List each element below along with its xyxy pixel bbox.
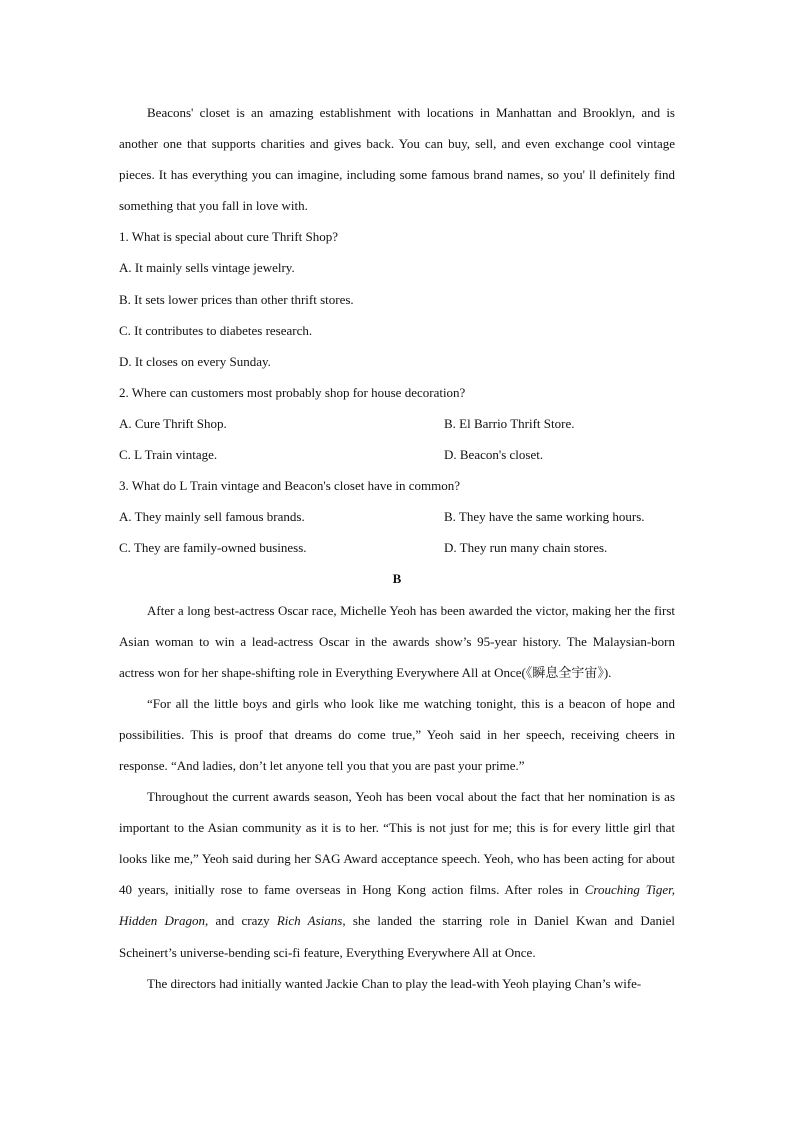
film-title: Rich Asians (276, 913, 343, 929)
option-c: C. They are family-owned business. (119, 540, 307, 556)
passage-b-paragraph-2: “For all the little boys and girls who look like me watching tonight, this is a beacon of hope and possibilities. This is proof that dreams do come true,” Yeoh said in her speech, receiving cheers in response. “And ladies, don’t let anyone tell you that you are past your prime.” (119, 695, 675, 773)
document-page (119, 97, 675, 999)
option-b: B. It sets lower prices than other thrift stores. (119, 291, 354, 307)
option-d: D. They run many chain stores. (444, 540, 608, 556)
paragraph-text: , and crazy (204, 913, 277, 929)
option-d: D. Beacon's closet. (444, 447, 544, 463)
options-row (119, 501, 675, 532)
option-c: C. It contributes to diabetes research. (119, 322, 313, 338)
question-2 (119, 377, 675, 470)
passage-a-paragraph: Beacons' closet is an amazing establishment with locations in Manhattan and Brooklyn, and is another one that supports charities and gives back. You can buy, sell, and even exchange cool vintage pieces. It has everything you can imagine, including some famous brand names, so you' ll definitely find something that you fall in love with. (119, 105, 675, 214)
option-b: B. They have the same working hours. (444, 509, 645, 525)
question-3 (119, 470, 675, 563)
question-stem: 2. Where can customers most probably shop for house decoration? (119, 384, 466, 400)
question-stem: 1. What is special about cure Thrift Shop? (119, 229, 339, 245)
option-a: A. Cure Thrift Shop. (119, 415, 227, 431)
question-stem: 3. What do L Train vintage and Beacon's closet have in common? (119, 478, 460, 494)
paragraph-text: , she landed the starring role in Daniel Kwan and Daniel Scheinert’s universe-bending sci-fi feature, Everything Everywhere All at Once. (119, 913, 675, 960)
passage-b-paragraph-3 (119, 781, 675, 968)
option-a: A. It mainly sells vintage jewelry. (119, 260, 295, 276)
option-d: D. It closes on every Sunday. (119, 353, 271, 369)
film-title: Crouching Tiger, Hidden Dragon (119, 882, 675, 929)
options-row (119, 439, 675, 470)
options-row (119, 408, 675, 439)
section-heading: B (392, 571, 402, 587)
option-a: A. They mainly sell famous brands. (119, 509, 305, 525)
question-1 (119, 221, 675, 376)
passage-b-paragraph-4: The directors had initially wanted Jackie Chan to play the lead-with Yeoh playing Chan’s wife- (147, 975, 642, 991)
option-b: B. El Barrio Thrift Store. (444, 415, 575, 431)
options-row (119, 532, 675, 563)
passage-b-paragraph-1: After a long best-actress Oscar race, Michelle Yeoh has been awarded the victor, making her the first Asian woman to win a lead-actress Oscar in the awards show’s 95-year history. The Malaysian-born actress won for her shape-shifting role in Everything Everywhere All at Once(《瞬息全宇宙》). (119, 602, 675, 680)
option-c: C. L Train vintage. (119, 447, 218, 463)
paragraph-text: Throughout the current awards season, Yeoh has been vocal about the fact that her nomination is as important to the Asian community as it is to her. “This is not just for me; this is for every little girl that looks like me,” Yeoh said during her SAG Award acceptance speech. Yeoh, who has been acting for about 40 years, initially rose to fame overseas in Hong Kong action films. After roles in (119, 789, 675, 898)
